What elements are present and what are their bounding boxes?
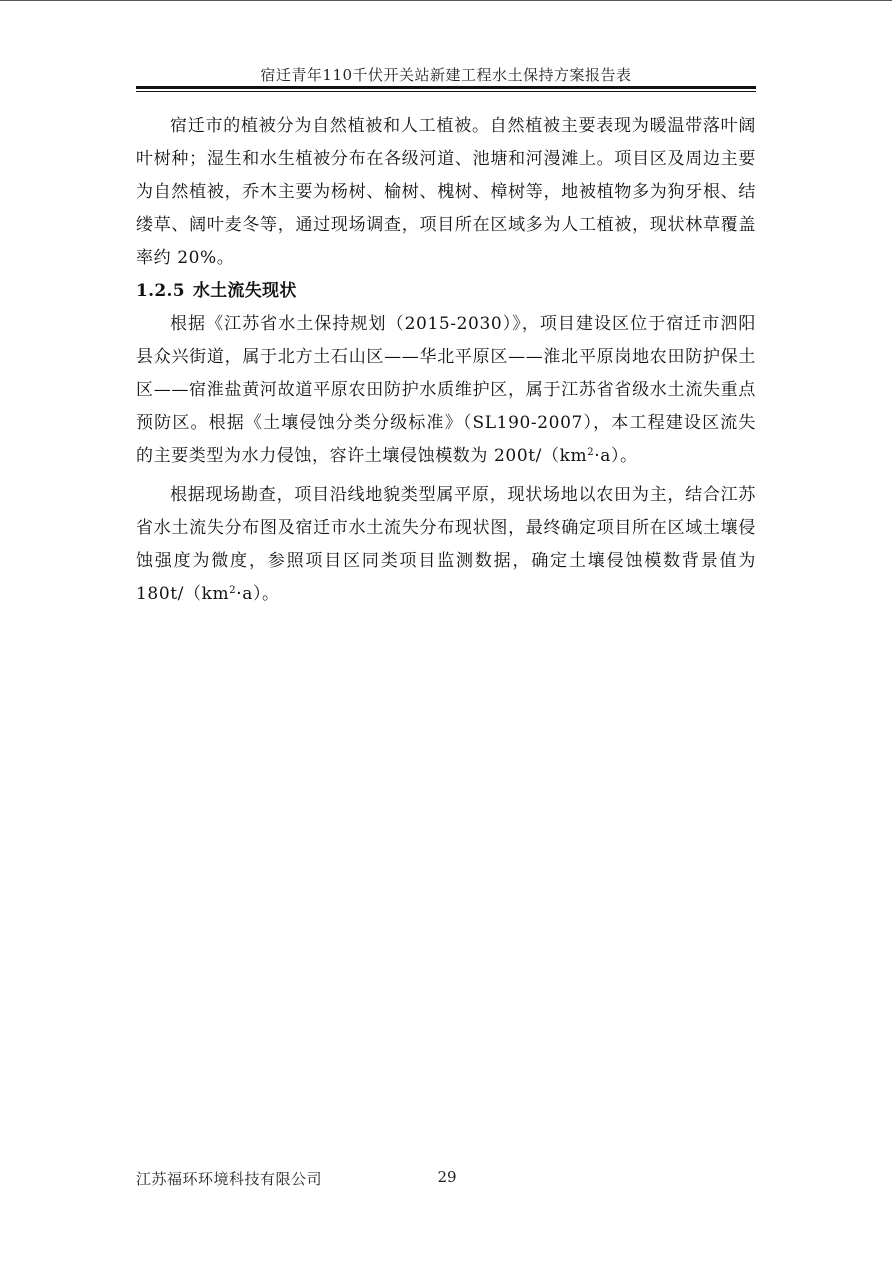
header-rule-thick — [136, 86, 756, 89]
page-number: 29 — [437, 1168, 457, 1186]
page-content — [136, 110, 756, 611]
paragraph-erosion-zoning — [136, 308, 756, 473]
paragraph-vegetation: 宿迁市的植被分为自然植被和人工植被。自然植被主要表现为暖温带落叶阔叶树种；湿生和水生植被分布在各级河道、池塘和河漫滩上。项目区及周边主要为自然植被，乔木主要为杨树、榆树、槐树、樟树等，地被植物多为狗牙根、结缕草、阔叶麦冬等，通过现场调查，项目所在区域多为人工植被，现状林草覆盖率约 20%。 — [136, 116, 756, 268]
section-heading — [136, 275, 756, 308]
footer-company: 江苏福环环境科技有限公司 — [136, 1170, 323, 1188]
header-rule-thin — [136, 91, 756, 92]
running-header: 宿迁青年110千伏开关站新建工程水土保持方案报告表 — [260, 66, 632, 84]
paragraph-erosion-background-text: 根据现场勘查，项目沿线地貌类型属平原，现状场地以农田为主，结合江苏省水土流失分布图及宿迁市水土流失分布现状图，最终确定项目所在区域土壤侵蚀强度为微度，参照项目区同类项目监测数据，确定土壤侵蚀模数背景值为 180t/（km — [136, 485, 756, 604]
paragraph-erosion-background-tail: ·a）。 — [236, 584, 280, 604]
paragraph-erosion-zoning-tail: ·a）。 — [594, 446, 638, 466]
section-title: 水土流失现状 — [192, 281, 297, 301]
page-top-border — [0, 0, 892, 1]
superscript-2: 2 — [229, 585, 237, 596]
paragraph-erosion-zoning-text: 根据《江苏省水土保持规划（2015-2030）》，项目建设区位于宿迁市泗阳县众兴街道，属于北方土石山区——华北平原区——淮北平原岗地农田防护保土区——宿淮盐黄河故道平原农田防护水质维护区，属于江苏省省级水土流失重点预防区。根据《土壤侵蚀分类分级标准》（SL190-2007），本工程建设区流失的主要类型为水力侵蚀，容许土壤侵蚀模数为 200t/（km — [136, 314, 756, 466]
paragraph-erosion-background — [136, 479, 756, 611]
superscript-2: 2 — [587, 447, 595, 458]
section-number: 1.2.5 — [136, 281, 185, 301]
